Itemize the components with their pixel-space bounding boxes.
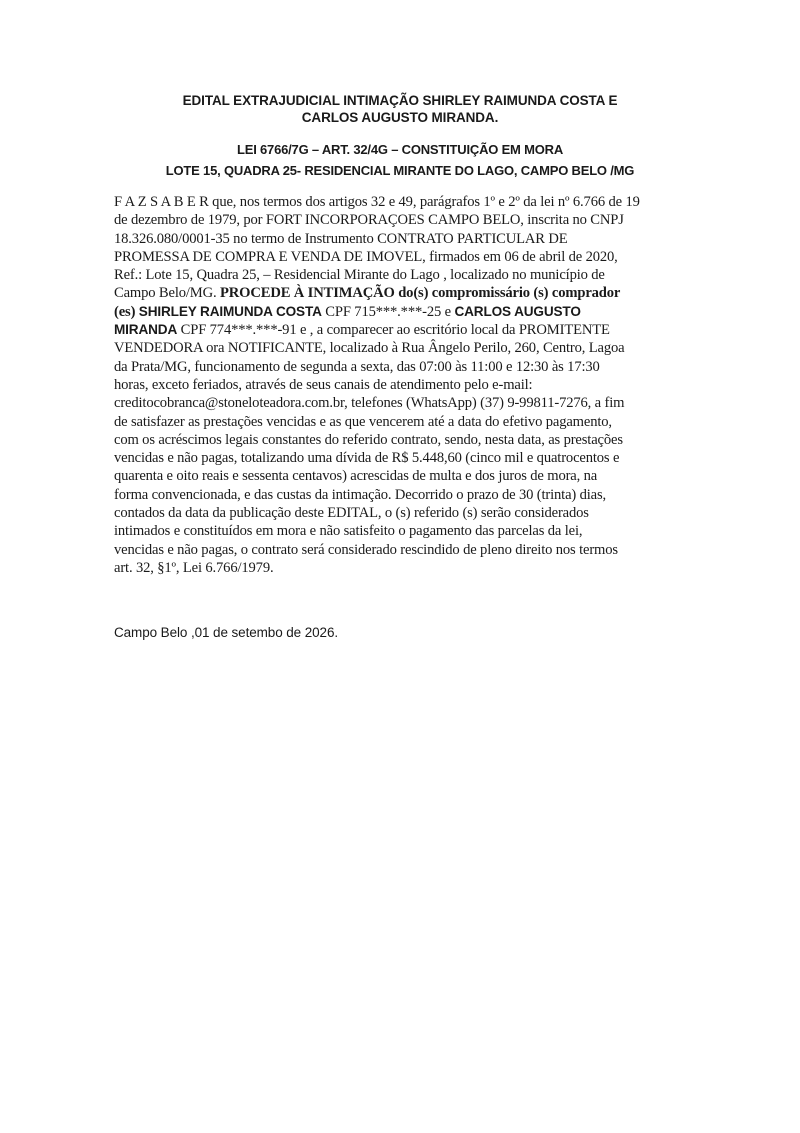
body-line: de dezembro de 1979, por FORT INCORPORAÇOES CAMPO BELO, inscrita no CNPJ xyxy=(114,212,624,229)
debtor-name-2-cont: MIRANDA xyxy=(114,322,178,338)
body-line: F A Z S A B E R que, nos termos dos artigos 32 e 49, parágrafos 1º e 2º da lei nº 6.766 de 19 xyxy=(114,194,640,210)
body-line: vencidas e não pagas, o contrato será considerado rescindido de pleno direito nos termos xyxy=(114,541,618,558)
body-text-segment: CPF 774***.***-91 e , a comparecer ao escritório local da PROMITENTE xyxy=(177,322,610,339)
body-text-segment: (es) xyxy=(114,303,139,320)
notice-body xyxy=(114,193,694,577)
body-line: Ref.: Lote 15, Quadra 25, – Residencial Mirante do Lago , localizado no município de xyxy=(114,267,605,284)
body-line: 18.326.080/0001-35 no termo de Instrumento CONTRATO PARTICULAR DE xyxy=(114,230,568,247)
body-line: VENDEDORA ora NOTIFICANTE, localizado à Rua Ângelo Perilo, 260, Centro, Lagoa xyxy=(114,340,625,357)
body-line: intimados e constituídos em mora e não satisfeito o pagamento das parcelas da lei, xyxy=(114,523,583,540)
body-line: de satisfazer as prestações vencidas e as que vencerem até a data do efetivo pagamento, xyxy=(114,413,612,430)
body-line: da Prata/MG, funcionamento de segunda a sexta, das 07:00 às 11:00 e 12:30 às 17:30 xyxy=(114,358,600,375)
document-title xyxy=(0,92,800,126)
body-line: com os acréscimos legais constantes do referido contrato, sendo, nesta data, as prestações xyxy=(114,431,623,448)
title-line-1: EDITAL EXTRAJUDICIAL INTIMAÇÃO SHIRLEY RAIMUNDA COSTA E xyxy=(182,93,618,108)
law-line: LEI 6766/7G – ART. 32/4G – CONSTITUIÇÃO EM MORA xyxy=(236,142,564,157)
body-line: creditocobranca@stoneloteadora.com.br, telefones (WhatsApp) (37) 9-99811-7276, a fim xyxy=(114,395,625,412)
body-line xyxy=(114,321,694,339)
debtor-name-2: CARLOS AUGUSTO xyxy=(454,303,581,319)
body-line: quarenta e oito reais e sessenta centavos) acrescidas de multa e dos juros de mora, na xyxy=(114,468,598,485)
body-line: vencidas e não pagas, totalizando uma dívida de R$ 5.448,60 (cinco mil e quatrocentos e xyxy=(114,450,620,467)
place-and-date: Campo Belo ,01 de setembo de 2026. xyxy=(114,625,339,640)
debtor-name-1: SHIRLEY RAIMUNDA COSTA xyxy=(138,303,322,319)
law-reference xyxy=(0,139,800,181)
body-line: forma convencionada, e das custas da intimação. Decorrido o prazo de 30 (trinta) dias, xyxy=(114,486,607,503)
body-text-segment: Campo Belo/MG. xyxy=(114,285,220,302)
body-line xyxy=(114,303,694,321)
property-line: LOTE 15, QUADRA 25- RESIDENCIAL MIRANTE DO LAGO, CAMPO BELO /MG xyxy=(165,163,635,178)
body-line: contados da data da publicação deste EDITAL, o (s) referido (s) serão considerados xyxy=(114,505,589,522)
title-line-2: CARLOS AUGUSTO MIRANDA. xyxy=(301,110,499,125)
body-line: art. 32, §1º, Lei 6.766/1979. xyxy=(114,559,274,576)
intimation-clause: PROCEDE À INTIMAÇÃO do(s) compromissário (s) comprador xyxy=(220,285,621,302)
body-line: PROMESSA DE COMPRA E VENDA DE IMOVEL, firmados em 06 de abril de 2020, xyxy=(114,248,618,265)
body-line: horas, exceto feriados, através de seus canais de atendimento pelo e-mail: xyxy=(114,376,533,393)
body-text-segment: CPF 715***.***-25 e xyxy=(321,303,455,320)
body-line xyxy=(114,284,694,302)
